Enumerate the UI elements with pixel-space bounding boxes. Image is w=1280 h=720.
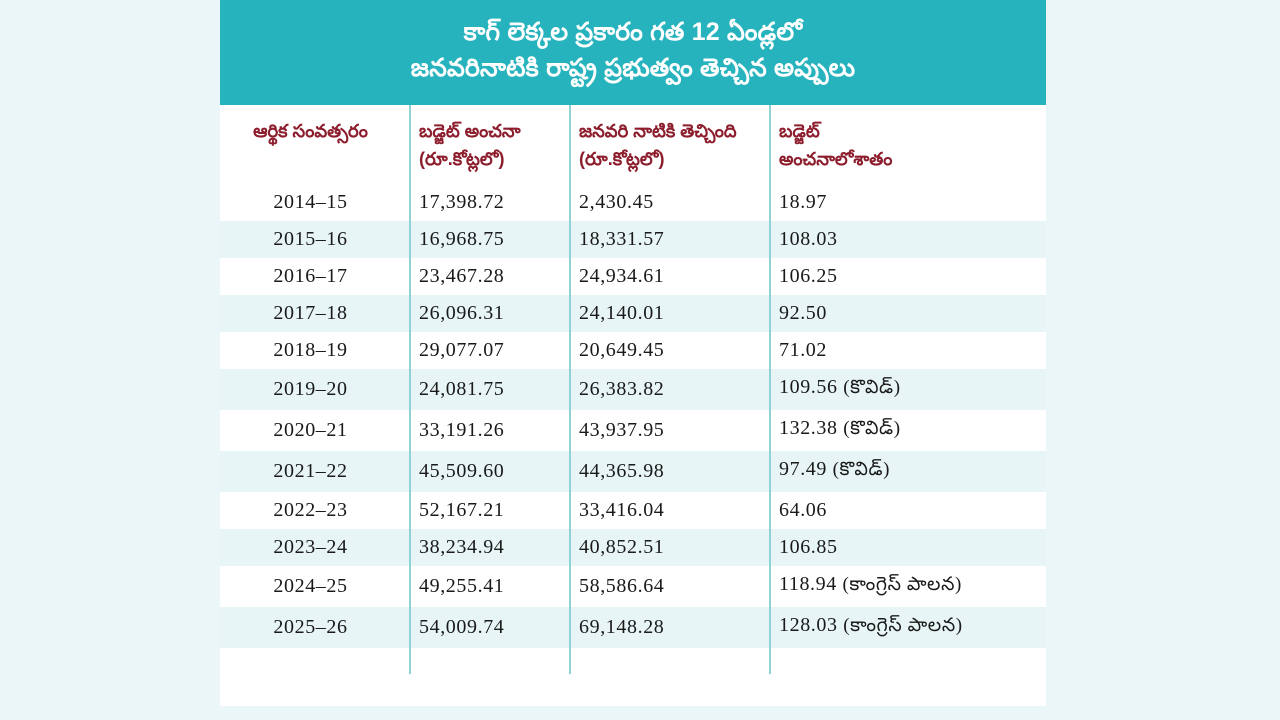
percent-value: 128.03 — [779, 614, 838, 637]
cell-budget-estimate: 54,009.74 — [410, 607, 570, 648]
cell-percent-of-estimate — [770, 492, 1046, 529]
percent-value: 18.97 — [779, 191, 827, 214]
cell-budget-estimate: 33,191.26 — [410, 410, 570, 451]
column-header-borrowed-by-january-line1: జనవరి నాటికి తెచ్చింది — [579, 120, 737, 141]
column-header-budget-estimate — [410, 105, 570, 185]
cell-borrowed-by-january: 44,365.98 — [570, 451, 770, 492]
cell-borrowed-by-january: 20,649.45 — [570, 332, 770, 369]
cell-percent-of-estimate — [770, 258, 1046, 295]
cell-borrowed-by-january: 26,383.82 — [570, 369, 770, 410]
table-row — [220, 451, 1046, 492]
cell-percent-of-estimate — [770, 369, 1046, 410]
column-header-percent-of-estimate-line1: బడ్జెట్‌ — [779, 120, 820, 141]
table-row — [220, 369, 1046, 410]
spacer-cell — [770, 648, 1046, 674]
cell-borrowed-by-january: 43,937.95 — [570, 410, 770, 451]
percent-value: 71.02 — [779, 339, 827, 362]
cell-percent-of-estimate — [770, 221, 1046, 258]
percent-note: (కాంగ్రెస్‌ పాలన) — [843, 615, 963, 637]
spacer-cell — [410, 648, 570, 674]
table-row — [220, 258, 1046, 295]
table-row — [220, 295, 1046, 332]
cell-borrowed-by-january: 40,852.51 — [570, 529, 770, 566]
percent-note: (కాంగ్రెస్‌ పాలన) — [842, 574, 962, 596]
table-row — [220, 529, 1046, 566]
cell-percent-of-estimate — [770, 184, 1046, 221]
cell-year: 2014–15 — [273, 191, 348, 214]
cell-borrowed-by-january: 69,148.28 — [570, 607, 770, 648]
percent-note: (కొవిడ్‌) — [843, 377, 901, 399]
percent-value: 97.49 — [779, 458, 827, 481]
table-header — [220, 105, 1046, 185]
cell-borrowed-by-january: 24,140.01 — [570, 295, 770, 332]
cell-budget-estimate: 29,077.07 — [410, 332, 570, 369]
cell-budget-estimate: 23,467.28 — [410, 258, 570, 295]
cell-percent-of-estimate — [770, 295, 1046, 332]
cell-percent-of-estimate — [770, 529, 1046, 566]
table-row — [220, 332, 1046, 369]
cell-year: 2015–16 — [220, 221, 410, 258]
table-row — [220, 184, 1046, 221]
cell-year: 2022–23 — [273, 499, 348, 522]
table-row — [220, 221, 1046, 258]
cell-budget-estimate: 52,167.21 — [410, 492, 570, 529]
cell-year: 2020–21 — [273, 419, 348, 442]
cell-borrowed-by-january: 33,416.04 — [570, 492, 770, 529]
cell-year: 2018–19 — [273, 339, 348, 362]
cell-percent-of-estimate — [770, 566, 1046, 607]
header-title-line-2: జనవరినాటికి రాష్ట్ర ప్రభుత్వం తెచ్చిన అప్పులు — [410, 54, 856, 83]
table-row — [220, 410, 1046, 451]
cell-budget-estimate: 26,096.31 — [410, 295, 570, 332]
cell-percent-of-estimate — [770, 607, 1046, 648]
cell-year: 2024–25 — [273, 575, 348, 598]
column-header-financial-year — [220, 105, 410, 185]
percent-note: (కొవిడ్‌) — [832, 459, 891, 481]
spacer-cell — [570, 648, 770, 674]
cell-borrowed-by-january: 18,331.57 — [570, 221, 770, 258]
percent-value: 118.94 — [779, 573, 837, 596]
percent-value: 108.03 — [779, 228, 838, 251]
cell-budget-estimate: 16,968.75 — [410, 221, 570, 258]
percent-value: 64.06 — [779, 499, 827, 522]
cell-year: 2017–18 — [220, 295, 410, 332]
column-header-budget-estimate-line2: (రూ.కోట్లలో) — [419, 149, 505, 170]
cell-percent-of-estimate — [770, 332, 1046, 369]
cell-borrowed-by-january: 24,934.61 — [570, 258, 770, 295]
percent-value: 106.85 — [779, 536, 838, 559]
spacer-cell — [220, 648, 410, 674]
cell-year: 2021–22 — [220, 451, 410, 492]
cell-year: 2025–26 — [220, 607, 410, 648]
cell-percent-of-estimate — [770, 410, 1046, 451]
table-footer-spacer — [220, 648, 1046, 674]
table-row — [220, 566, 1046, 607]
cell-budget-estimate: 45,509.60 — [410, 451, 570, 492]
header-title-line-1: కాగ్‌ లెక్కల ప్రకారం గత 12 ఏండ్లలో — [463, 18, 803, 46]
debt-table — [220, 105, 1046, 675]
cell-budget-estimate: 49,255.41 — [410, 566, 570, 607]
infographic-header — [220, 0, 1046, 105]
percent-value: 106.25 — [779, 265, 838, 288]
percent-note: (కొవిడ్‌) — [843, 418, 901, 440]
cell-year: 2019–20 — [220, 369, 410, 410]
cell-year: 2023–24 — [220, 529, 410, 566]
percent-value: 132.38 — [779, 417, 838, 440]
cell-budget-estimate: 17,398.72 — [410, 184, 570, 221]
cell-budget-estimate: 24,081.75 — [410, 369, 570, 410]
cell-budget-estimate: 38,234.94 — [410, 529, 570, 566]
table-body — [220, 184, 1046, 674]
percent-value: 92.50 — [779, 302, 827, 325]
cell-borrowed-by-january: 2,430.45 — [570, 184, 770, 221]
table-row — [220, 492, 1046, 529]
table-header-row — [220, 105, 1046, 185]
cell-percent-of-estimate — [770, 451, 1046, 492]
cell-year: 2016–17 — [273, 265, 348, 288]
infographic-card — [220, 0, 1046, 706]
percent-value: 109.56 — [779, 376, 838, 399]
column-header-percent-of-estimate-line2: అంచనాలోశాతం — [779, 149, 893, 170]
column-header-percent-of-estimate — [770, 105, 1046, 185]
column-header-budget-estimate-line1: బడ్జెట్‌ అంచనా — [419, 120, 521, 141]
column-header-financial-year-line1: ఆర్థిక సంవత్సరం — [253, 120, 368, 141]
table-row — [220, 607, 1046, 648]
column-header-borrowed-by-january — [570, 105, 770, 185]
column-header-borrowed-by-january-line2: (రూ.కోట్లలో) — [579, 149, 665, 170]
cell-borrowed-by-january: 58,586.64 — [570, 566, 770, 607]
